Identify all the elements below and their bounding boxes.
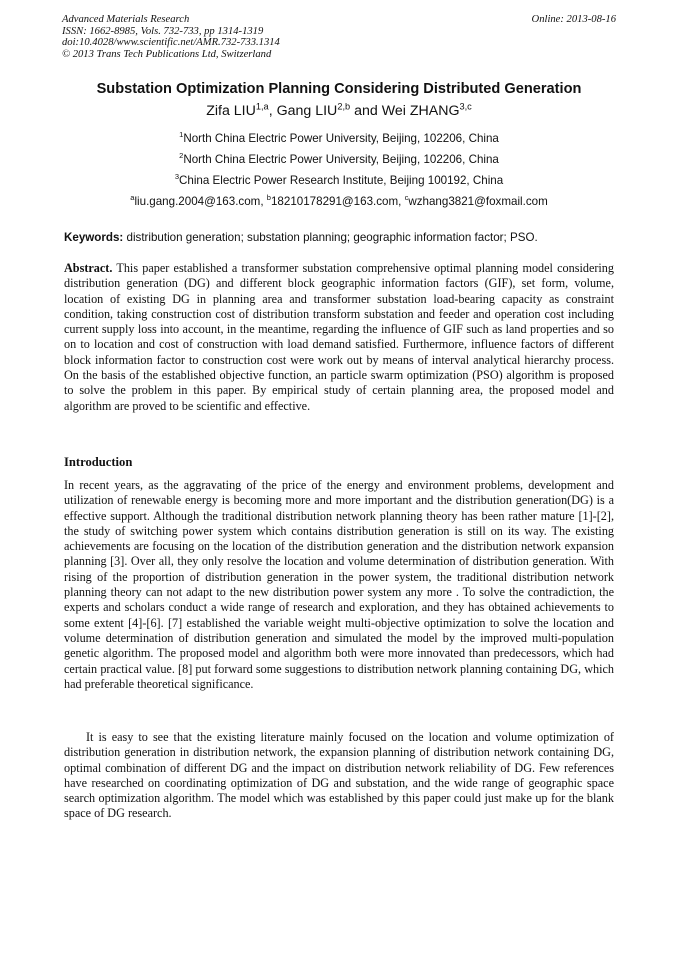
affiliation-text: North China Electric Power University, Beijing, 102206, China — [183, 153, 499, 166]
paper-title: Substation Optimization Planning Considering Distributed Generation — [96, 81, 582, 97]
email-sup: b — [266, 193, 271, 203]
affiliation-text: China Electric Power Research Institute, Beijing 100192, China — [179, 174, 504, 187]
abstract — [64, 261, 614, 414]
email-address: liu.gang.2004@163.com, — [134, 195, 267, 208]
journal-name: Advanced Materials Research — [62, 14, 190, 25]
author-sup: 1,a — [255, 101, 269, 112]
author-sup: 3,c — [459, 101, 472, 112]
abstract-label: Abstract. — [64, 261, 113, 275]
introduction-paragraph: In recent years, as the aggravating of the price of the energy and environment problems, development and utilization of renewable energy is becoming more and more important and the distribution generation(DG) is a effective support. Although the traditional distribution network planning theory has been rather mature [1]-[2], the study of switching power system which contains distribution generation is still on its way. The existing achievements are focusing on the location of the distribution generation and the distribution network expansion planning [3]. Over all, they only resolve the location and volume determination of distribution generation. With rising of the proportion of distribution generation in the power system, the traditional distribution network planning theory can not adapt to the new distribution power system any more . To solve the contradiction, the experts and scholars conduct a wide range of research and exploration, and they has obtained achievements to some extent [4]-[6]. [7] established the variable weight multi-objective optimization to solve the location and volume determination of distribution generation and simulated the model by the improved multi-population genetic algorithm. The proposed model and algorithm both were more innovated than predecessors, which had certain practical value. [8] put forward some suggestions to distribution network planning containing DG, which had preferable theoretical significance. — [64, 478, 614, 691]
email-sup: a — [130, 193, 135, 203]
affiliation — [0, 132, 678, 146]
section-heading-introduction: Introduction — [64, 455, 133, 469]
affiliation-sup: 2 — [179, 151, 184, 161]
author-list — [0, 102, 678, 120]
affiliation-sup: 3 — [174, 172, 180, 182]
abstract-text: This paper established a transformer substation comprehensive optimal planning model considering distribution generation (DG) and different block geographic information factors (GIF), set form, volume, location of existing DG in planning area and transformer substation load-bearing capacity as constraint condition, taking construction cost of distribution transform substation and feeder and operation cost including current supply loss into account, in the meantime, regarding the influence of GIF such as land properties and so on to location and cost of construction with load demand satisfied. Furthermore, influence factors of different block information factor to construction cost were work out by means of interval analytical hierarchy process. On the basis of the established objective function, an particle swarm optimization (PSO) algorithm is proposed to solve the problem in this paper. By empirical study of certain planning area, the proposed model and algorithm are proved to be scientific and effective. — [64, 261, 614, 413]
doi-line: doi:10.4028/www.scientific.net/AMR.732-733.1314 — [62, 37, 280, 49]
keywords-text: distribution generation; substation planning; geographic information factor; PSO. — [123, 231, 538, 244]
email-address: wzhang3821@foxmail.com — [408, 195, 548, 208]
author-separator: , — [268, 103, 277, 119]
author-name: Wei ZHANG — [381, 103, 460, 119]
affiliation — [0, 153, 678, 167]
issn-line: ISSN: 1662-8985, Vols. 732-733, pp 1314-1319 — [62, 25, 264, 37]
keywords — [64, 231, 620, 245]
keywords-label: Keywords: — [64, 231, 124, 244]
journal-header — [62, 14, 618, 60]
affiliation-sup: 1 — [179, 130, 184, 140]
author-name: Zifa LIU — [206, 103, 256, 119]
email-line — [0, 195, 678, 209]
affiliation-text: North China Electric Power University, Beijing, 102206, China — [183, 132, 499, 145]
email-sup: c — [404, 193, 409, 203]
copyright-line: © 2013 Trans Tech Publications Ltd, Switzerland — [62, 48, 272, 60]
introduction-paragraph: It is easy to see that the existing literature mainly focused on the location and volume optimization of distribution generation in distribution network, the expansion planning of distribution network containing DG, optimal combination of different DG and the impact on distribution network reliability of DG. Few references have researched on coordinating optimization of DG and substation, and the wide range of geographic space search optimization algorithm. The model which was established by this paper could just make up for the blank space of DG research. — [64, 730, 614, 821]
online-date: Online: 2013-08-16 — [531, 14, 616, 25]
author-separator: and — [350, 103, 382, 119]
author-name: Gang LIU — [276, 103, 338, 119]
affiliation — [0, 174, 678, 188]
author-sup: 2,b — [337, 101, 351, 112]
email-address: 18210178291@163.com, — [270, 195, 405, 208]
